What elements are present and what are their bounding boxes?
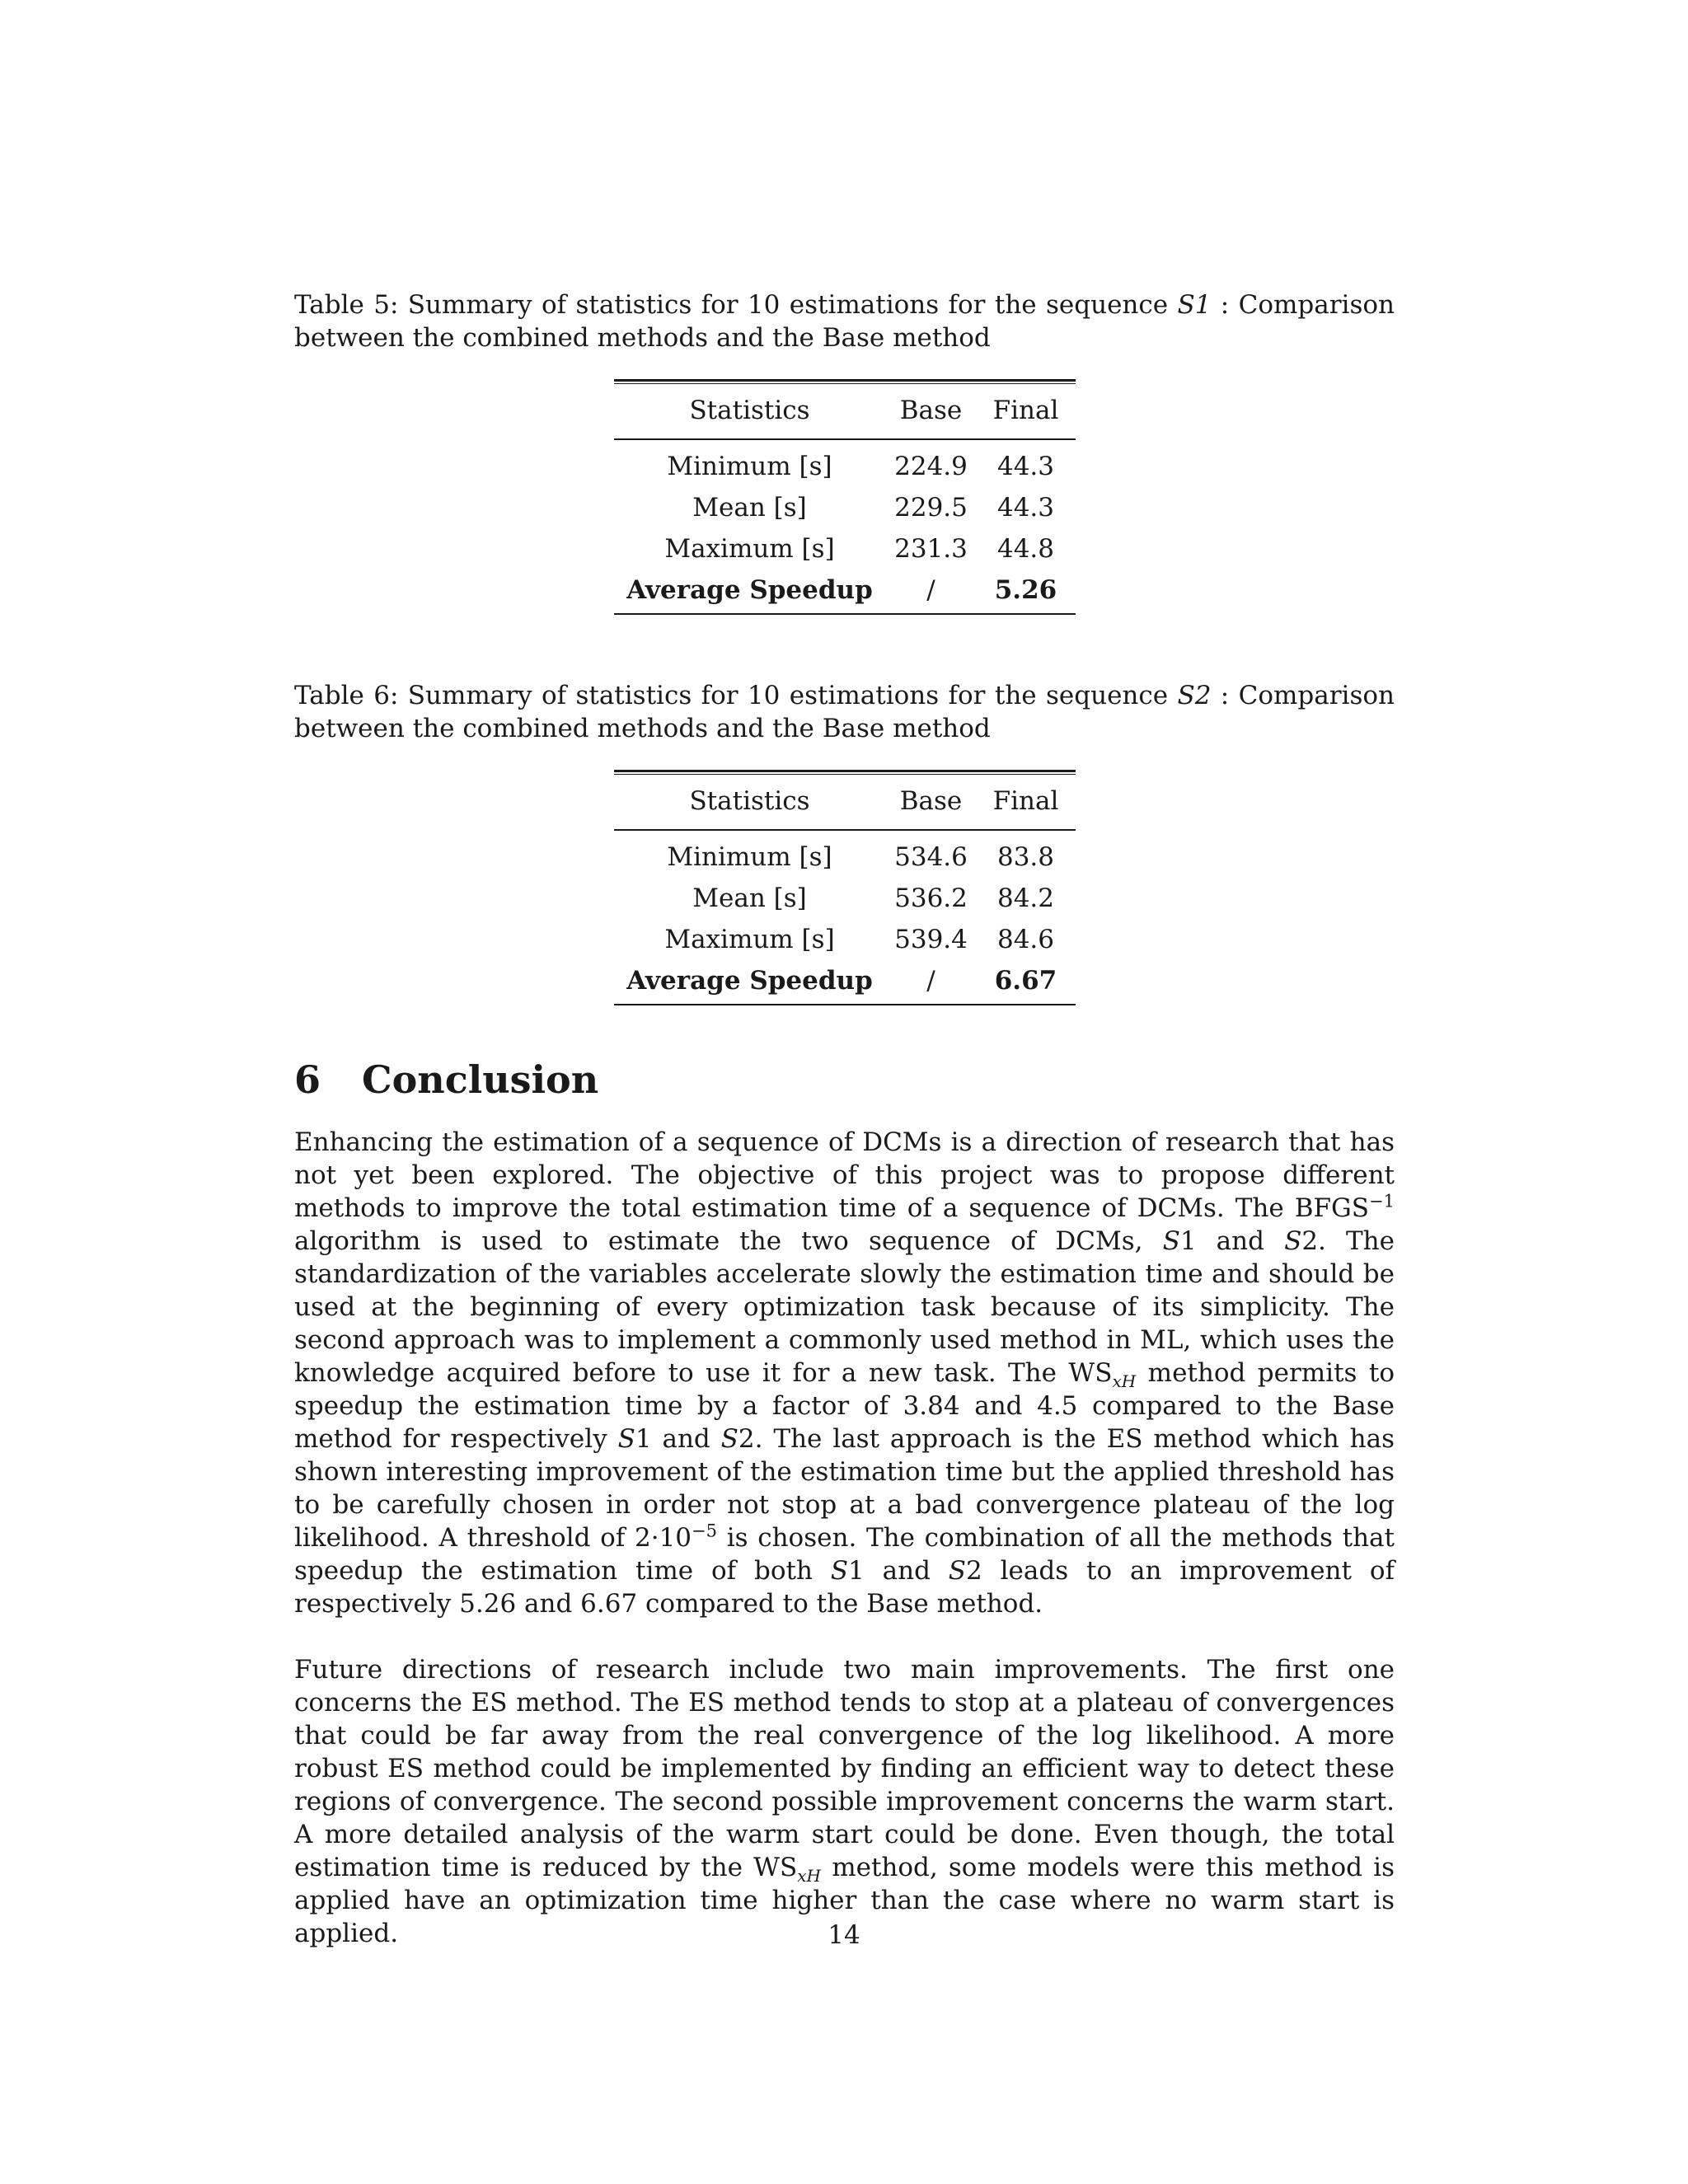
table-cell: Maximum [s]	[664, 534, 835, 564]
caption-text: Table 5: Summary of statistics for 10 estimations for the sequence	[294, 290, 1178, 320]
table-cell: 84.6	[996, 925, 1055, 954]
conclusion-paragraph-2	[294, 1653, 1395, 1950]
table-cell: Minimum [s]	[667, 842, 832, 872]
table-cell: 44.3	[996, 493, 1055, 523]
caption-math: S1	[1177, 290, 1212, 320]
table-cell: Maximum [s]	[664, 925, 835, 954]
table-cell: 224.9	[894, 452, 968, 481]
text-run: 2 leads to an improvement of respectively 5.26 and 6.67 compared to the Base method.	[294, 1556, 1395, 1619]
column-header: Statistics	[614, 773, 886, 830]
table-row	[614, 830, 1076, 878]
section-heading	[294, 1057, 1395, 1103]
text-run: method permits to speedup the estimation time by a factor of 3.84 and 4.5 compared to the Base method for respectively	[294, 1358, 1395, 1454]
table-cell: /	[886, 569, 977, 614]
table-row	[614, 528, 1076, 569]
page-content	[294, 288, 1395, 1950]
table-row	[614, 919, 1076, 960]
table-row	[614, 487, 1076, 528]
table-cell: Minimum [s]	[667, 452, 832, 481]
column-header: Base	[886, 773, 977, 830]
table-cell: 84.2	[996, 883, 1055, 913]
table-cell: 536.2	[894, 883, 968, 913]
text-run: 1 and	[848, 1556, 949, 1586]
math-symbol: S	[830, 1556, 849, 1586]
superscript: −1	[1369, 1191, 1395, 1212]
text-run: Future directions of research include two main improvements. The first one concerns the ES method. The ES method tends to stop at a plateau of convergences that could be far away from the real convergence of the log likelihood. A more robust ES method could be implemented by finding an efficient way to detect these regions of convergence. The second possible improvement concerns the warm start. A more detailed analysis of the warm start could be done. Even though, the total estimation time is reduced by the WS	[294, 1655, 1395, 1882]
text-run: 2. The standardization of the variables accelerate slowly the estimation time and should be used at the beginning of every optimization task because of its simplicity. The second approach was to implement a commonly used method in ML, which uses the knowledge acquired before to use it for a new task. The WS	[294, 1226, 1395, 1388]
math-symbol: S	[948, 1556, 967, 1586]
column-header: Final	[977, 773, 1076, 830]
section-title: Conclusion	[362, 1057, 599, 1102]
table-cell: Average Speedup	[614, 960, 886, 1005]
table-cell: 5.26	[977, 569, 1076, 614]
table-5-caption	[294, 288, 1395, 354]
table-row	[614, 960, 1076, 1005]
caption-text: : Comparison between the combined methods and the Base method	[294, 290, 1395, 353]
superscript: −5	[692, 1521, 717, 1541]
page-number: 14	[828, 1920, 860, 1950]
column-header: Statistics	[614, 382, 886, 439]
text-run: Enhancing the estimation of a sequence of DCMs is a direction of research that has not yet been explored. The objective of this project was to propose different methods to improve the total estimation time of a sequence of DCMs. The BFGS	[294, 1127, 1395, 1223]
text-run: method, some models were this method is applied have an optimization time higher than the case where no warm start is applied.	[294, 1853, 1395, 1948]
math-symbol: S	[1162, 1226, 1180, 1256]
table-cell: 229.5	[894, 493, 968, 523]
section-number: 6	[294, 1057, 321, 1102]
table-cell: 534.6	[894, 842, 968, 872]
table-5	[614, 379, 1076, 615]
table-cell: 44.3	[996, 452, 1055, 481]
text-run: is chosen. The combination of all the methods that speedup the estimation time of both	[294, 1523, 1395, 1586]
text-run: 1 and	[635, 1424, 721, 1454]
table-cell: 231.3	[894, 534, 968, 564]
caption-text: : Comparison between the combined methods and the Base method	[294, 681, 1395, 743]
column-header: Base	[886, 382, 977, 439]
conclusion-paragraph-1	[294, 1126, 1395, 1620]
table-cell: 6.67	[977, 960, 1076, 1005]
table-cell: 44.8	[996, 534, 1055, 564]
caption-math: S2	[1177, 681, 1212, 710]
table-cell: 539.4	[894, 925, 968, 954]
table-6	[614, 770, 1076, 1005]
table-row	[614, 569, 1076, 614]
table-6-caption	[294, 679, 1395, 745]
table-row	[614, 878, 1076, 919]
subscript: xH	[1112, 1371, 1137, 1392]
table-cell: Average Speedup	[614, 569, 886, 614]
caption-text: Table 6: Summary of statistics for 10 estimations for the sequence	[294, 681, 1178, 710]
math-symbol: S	[1284, 1226, 1302, 1256]
table-cell: Mean [s]	[692, 883, 807, 913]
math-symbol: S	[720, 1424, 738, 1454]
table-row	[614, 439, 1076, 487]
math-symbol: S	[617, 1424, 635, 1454]
text-run: 1 and	[1179, 1226, 1285, 1256]
table-cell: 83.8	[996, 842, 1055, 872]
column-header: Final	[977, 382, 1076, 439]
text-run: 2. The last approach is the ES method which has shown interesting improvement of the estimation time but the applied threshold has to be carefully chosen in order not stop at a bad convergence plateau of the log likelihood. A threshold of 2·10	[294, 1424, 1395, 1553]
text-run: algorithm is used to estimate the two sequence of DCMs,	[294, 1226, 1163, 1256]
table-cell: Mean [s]	[692, 493, 807, 523]
subscript: xH	[797, 1866, 822, 1886]
table-cell: /	[886, 960, 977, 1005]
